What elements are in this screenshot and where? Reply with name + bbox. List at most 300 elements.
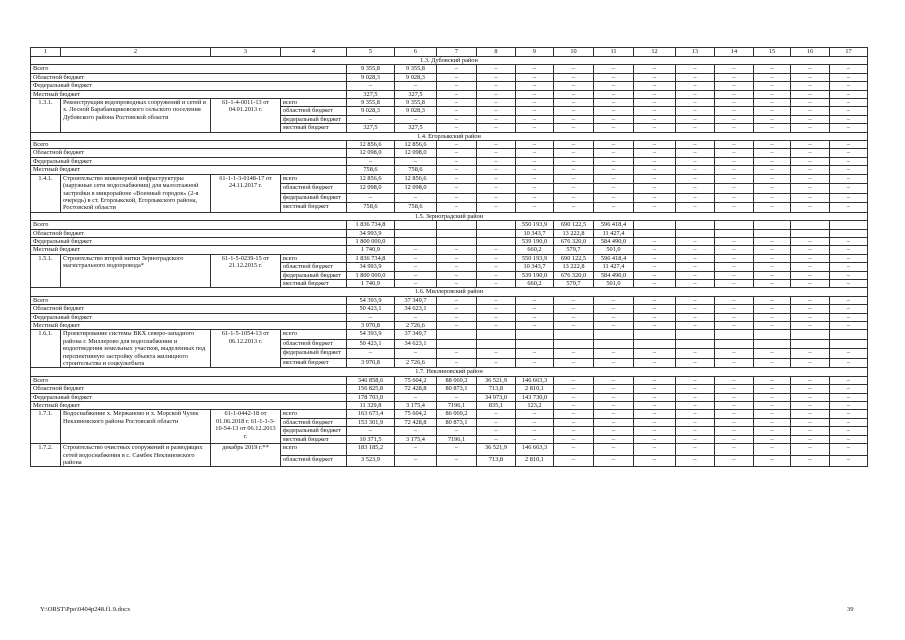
total-value: 72 428,8 — [395, 385, 437, 393]
item-value: – — [634, 349, 676, 359]
total-value: 713,8 — [477, 385, 516, 393]
item-value: – — [676, 203, 715, 213]
item-value: 327,5 — [347, 124, 395, 132]
total-value: 54 393,9 — [347, 296, 395, 304]
section-title: 1.5. Зерноградский район — [31, 212, 868, 220]
funding-source-label: местный бюджет — [281, 124, 347, 132]
item-value: – — [477, 107, 516, 115]
funding-source-label: местный бюджет — [281, 279, 347, 287]
total-value — [395, 221, 437, 229]
item-value: – — [437, 184, 477, 194]
total-value: 9 355,8 — [347, 65, 395, 73]
item-value: – — [554, 174, 594, 184]
funding-source-label: местный бюджет — [281, 435, 347, 443]
total-value: – — [634, 402, 676, 410]
total-label: Федеральный бюджет — [31, 393, 347, 401]
item-name: Проектирование системы ВКХ северо-западного района г. Миллерово для водоснабжения и водоотведения земельных участков, выделенных под перспективную застройку объекта жилищного строительства и соцкультбыта — [61, 330, 211, 368]
item-value — [830, 330, 868, 340]
item-value: – — [676, 254, 715, 262]
item-value: – — [676, 455, 715, 467]
item-value: – — [516, 418, 554, 426]
item-value: – — [791, 427, 830, 435]
item-value — [830, 339, 868, 349]
total-value: 156 825,8 — [347, 385, 395, 393]
total-value: – — [791, 296, 830, 304]
total-value: – — [477, 65, 516, 73]
item-value: – — [594, 418, 634, 426]
item-value: – — [676, 115, 715, 123]
item-value: – — [554, 455, 594, 467]
total-value: – — [754, 90, 791, 98]
column-number-header: 9 — [516, 48, 554, 57]
item-value: – — [554, 107, 594, 115]
total-value: – — [754, 305, 791, 313]
section-total-row — [31, 221, 868, 229]
item-value: – — [395, 271, 437, 279]
item-value: – — [554, 184, 594, 194]
item-value: – — [676, 124, 715, 132]
funding-source-label: федеральный бюджет — [281, 193, 347, 203]
total-value: – — [791, 313, 830, 321]
section-total-row — [31, 229, 868, 237]
total-value: – — [395, 246, 437, 254]
item-value: – — [554, 418, 594, 426]
item-value: – — [437, 427, 477, 435]
item-value: – — [554, 358, 594, 368]
section-total-row — [31, 166, 868, 174]
item-value: 1 800 000,0 — [347, 271, 395, 279]
item-value: – — [754, 107, 791, 115]
item-value: – — [437, 263, 477, 271]
total-value: – — [594, 157, 634, 165]
item-value: – — [791, 358, 830, 368]
item-value: 163 673,4 — [347, 410, 395, 418]
total-value: – — [634, 166, 676, 174]
total-value: – — [715, 73, 754, 81]
total-value: – — [830, 237, 868, 245]
item-value: – — [516, 184, 554, 194]
total-value: 75 604,2 — [395, 376, 437, 384]
item-value: – — [634, 418, 676, 426]
item-code: 61-1-5-0239-15 от 21.12.2015 г. — [211, 254, 281, 288]
item-value — [477, 339, 516, 349]
total-value: 50 423,1 — [347, 305, 395, 313]
total-value: – — [715, 157, 754, 165]
total-value: – — [437, 65, 477, 73]
total-value: – — [516, 90, 554, 98]
total-label: Местный бюджет — [31, 166, 347, 174]
item-name: Строительство инженерной инфраструктуры (наружные сети водоснабжения) для малоэтажной застройки в микрорайоне «Военный городок» (2-я очередь) в ст. Егорлыкской, Егорлыкского района, Ростовской области — [61, 174, 211, 212]
section-total-row — [31, 90, 868, 98]
total-value: – — [437, 141, 477, 149]
item-value: – — [516, 115, 554, 123]
total-value: – — [715, 141, 754, 149]
total-value: – — [554, 82, 594, 90]
section-title-row — [31, 132, 868, 140]
total-value: – — [516, 82, 554, 90]
item-value: 9 355,8 — [395, 99, 437, 107]
item-value: – — [516, 124, 554, 132]
item-value: – — [715, 271, 754, 279]
total-value: 12 098,0 — [395, 149, 437, 157]
total-value: – — [516, 149, 554, 157]
total-value — [477, 229, 516, 237]
total-value: – — [830, 385, 868, 393]
item-value: 86 069,2 — [437, 410, 477, 418]
funding-source-label: областной бюджет — [281, 107, 347, 115]
total-value — [437, 237, 477, 245]
item-value: – — [830, 427, 868, 435]
item-code: декабрь 2019 г.** — [211, 444, 281, 467]
item-value: – — [715, 124, 754, 132]
item-value: – — [754, 271, 791, 279]
item-value: – — [477, 435, 516, 443]
item-value: 690 122,5 — [554, 254, 594, 262]
total-value: – — [634, 237, 676, 245]
item-value: – — [634, 184, 676, 194]
item-value: – — [554, 124, 594, 132]
item-value: – — [830, 435, 868, 443]
item-value: – — [516, 435, 554, 443]
item-value: – — [395, 349, 437, 359]
total-value: – — [477, 322, 516, 330]
total-value: 1 800 000,0 — [347, 237, 395, 245]
total-value: – — [676, 237, 715, 245]
column-number-header: 1 — [31, 48, 61, 57]
funding-source-label: всего — [281, 254, 347, 262]
total-value: 34 993,9 — [347, 229, 395, 237]
item-row — [31, 254, 868, 262]
item-value: – — [594, 455, 634, 467]
total-value: – — [395, 313, 437, 321]
item-value: – — [347, 349, 395, 359]
total-value — [395, 237, 437, 245]
total-value: – — [791, 393, 830, 401]
total-value: – — [676, 376, 715, 384]
item-value: 2 726,6 — [395, 358, 437, 368]
total-value: 596 418,4 — [594, 221, 634, 229]
total-value: – — [634, 385, 676, 393]
item-value: – — [791, 203, 830, 213]
total-value: 2 810,1 — [516, 385, 554, 393]
item-value: – — [676, 193, 715, 203]
total-value: 146 663,3 — [516, 376, 554, 384]
item-value: 550 193,9 — [516, 254, 554, 262]
total-value: – — [437, 157, 477, 165]
total-value: – — [634, 73, 676, 81]
total-label: Областной бюджет — [31, 385, 347, 393]
item-value: – — [554, 99, 594, 107]
item-value: – — [437, 193, 477, 203]
item-value: – — [830, 271, 868, 279]
total-value — [437, 221, 477, 229]
column-number-header: 11 — [594, 48, 634, 57]
budget-table — [30, 47, 868, 467]
item-value — [594, 330, 634, 340]
item-value: – — [516, 358, 554, 368]
item-value: – — [791, 124, 830, 132]
total-value: – — [554, 149, 594, 157]
total-value — [754, 221, 791, 229]
item-value: – — [437, 124, 477, 132]
total-value: – — [676, 385, 715, 393]
total-value: – — [634, 393, 676, 401]
total-value: 12 856,6 — [347, 141, 395, 149]
column-number-header: 16 — [791, 48, 830, 57]
item-value: – — [437, 203, 477, 213]
total-value: – — [477, 166, 516, 174]
section-total-row — [31, 73, 868, 81]
total-value: – — [437, 393, 477, 401]
item-value: 11 427,4 — [594, 263, 634, 271]
total-value: 12 856,6 — [395, 141, 437, 149]
item-row — [31, 99, 868, 107]
item-value: – — [791, 410, 830, 418]
total-value: 9 028,3 — [347, 73, 395, 81]
item-value: – — [594, 203, 634, 213]
total-value: – — [715, 166, 754, 174]
total-value: – — [594, 166, 634, 174]
total-value: – — [634, 149, 676, 157]
item-value: – — [437, 349, 477, 359]
column-number-header: 2 — [61, 48, 211, 57]
total-value: – — [437, 296, 477, 304]
total-value: – — [477, 141, 516, 149]
item-value: – — [715, 358, 754, 368]
item-value: – — [516, 193, 554, 203]
item-value: – — [791, 349, 830, 359]
item-value: – — [594, 107, 634, 115]
item-value: – — [715, 115, 754, 123]
total-value: – — [715, 65, 754, 73]
total-value: 10 343,7 — [516, 229, 554, 237]
funding-source-label: областной бюджет — [281, 418, 347, 426]
item-value: 37 349,7 — [395, 330, 437, 340]
total-value: 327,5 — [395, 90, 437, 98]
item-value: – — [715, 107, 754, 115]
total-value: – — [676, 149, 715, 157]
total-label: Федеральный бюджет — [31, 157, 347, 165]
item-value: – — [347, 115, 395, 123]
item-value: 183 185,2 — [347, 444, 395, 456]
item-value: – — [634, 174, 676, 184]
total-value: – — [594, 149, 634, 157]
item-value — [754, 339, 791, 349]
section-title: 1.7. Неклиновский район — [31, 368, 868, 376]
item-value: 3 523,9 — [347, 455, 395, 467]
total-value: – — [437, 166, 477, 174]
item-value: 75 604,2 — [395, 410, 437, 418]
total-value: – — [554, 296, 594, 304]
item-value: 1 836 734,8 — [347, 254, 395, 262]
funding-source-label: всего — [281, 174, 347, 184]
item-value: 9 028,3 — [347, 107, 395, 115]
item-value: 12 856,6 — [347, 174, 395, 184]
item-value: – — [754, 444, 791, 456]
total-value: – — [791, 166, 830, 174]
item-value: 54 393,9 — [347, 330, 395, 340]
item-value: – — [676, 349, 715, 359]
funding-source-label: областной бюджет — [281, 339, 347, 349]
item-value: – — [830, 174, 868, 184]
item-name: Водоснабжение х. Мержаново и х. Морской Чулек Неклиновского района Ростовской области — [61, 410, 211, 444]
item-value: – — [791, 115, 830, 123]
item-value: – — [477, 124, 516, 132]
item-value: – — [554, 115, 594, 123]
item-value: 9 355,8 — [347, 99, 395, 107]
total-value: – — [676, 141, 715, 149]
total-value: – — [594, 90, 634, 98]
item-code: 61-1-4-0011-13 от 04.01.2013 г. — [211, 99, 281, 133]
item-value: – — [715, 254, 754, 262]
total-value: – — [477, 296, 516, 304]
item-value: – — [830, 444, 868, 456]
total-value: – — [791, 65, 830, 73]
item-value — [594, 339, 634, 349]
item-value: – — [676, 184, 715, 194]
total-value: 327,5 — [347, 90, 395, 98]
total-value: – — [634, 141, 676, 149]
item-value — [554, 339, 594, 349]
total-label: Областной бюджет — [31, 73, 347, 81]
item-value: – — [676, 107, 715, 115]
item-value: – — [395, 254, 437, 262]
item-value: – — [791, 435, 830, 443]
item-value: – — [791, 444, 830, 456]
total-value — [830, 221, 868, 229]
total-value: – — [830, 246, 868, 254]
item-value: – — [791, 99, 830, 107]
total-value — [437, 229, 477, 237]
item-value: – — [594, 124, 634, 132]
item-number: 1.5.1. — [31, 254, 61, 288]
total-value: 1 740,9 — [347, 246, 395, 254]
total-value: – — [554, 157, 594, 165]
total-value: – — [754, 402, 791, 410]
item-value: – — [830, 99, 868, 107]
item-value — [634, 330, 676, 340]
item-value: – — [634, 271, 676, 279]
item-value: – — [676, 444, 715, 456]
total-value: – — [554, 141, 594, 149]
total-value: 501,0 — [594, 246, 634, 254]
total-value: – — [634, 296, 676, 304]
section-total-row — [31, 376, 868, 384]
item-value: – — [477, 263, 516, 271]
total-value: 690 122,5 — [554, 221, 594, 229]
item-value — [437, 339, 477, 349]
item-value: – — [347, 427, 395, 435]
item-value: 34 993,9 — [347, 263, 395, 271]
total-value: 178 703,0 — [347, 393, 395, 401]
total-value — [395, 229, 437, 237]
total-value: – — [715, 376, 754, 384]
total-value: – — [554, 402, 594, 410]
item-number: 1.3.1. — [31, 99, 61, 133]
total-value: – — [754, 166, 791, 174]
item-row — [31, 330, 868, 340]
item-value: – — [676, 99, 715, 107]
item-value: – — [347, 193, 395, 203]
total-value: – — [830, 157, 868, 165]
item-value: – — [676, 271, 715, 279]
total-value: – — [676, 296, 715, 304]
total-value: – — [754, 296, 791, 304]
total-value: – — [554, 90, 594, 98]
item-value: – — [477, 418, 516, 426]
item-value: – — [477, 427, 516, 435]
total-value: – — [634, 305, 676, 313]
item-value: 146 663,3 — [516, 444, 554, 456]
item-value: – — [477, 254, 516, 262]
item-value — [516, 330, 554, 340]
column-number-header: 13 — [676, 48, 715, 57]
item-value: – — [516, 107, 554, 115]
total-label: Местный бюджет — [31, 246, 347, 254]
funding-source-label: местный бюджет — [281, 203, 347, 213]
item-value: – — [754, 435, 791, 443]
total-value: – — [715, 385, 754, 393]
item-value: – — [594, 444, 634, 456]
total-label: Областной бюджет — [31, 149, 347, 157]
item-value — [477, 330, 516, 340]
section-title-row — [31, 57, 868, 65]
item-value: – — [754, 115, 791, 123]
total-value: – — [634, 246, 676, 254]
total-value: 11 427,4 — [594, 229, 634, 237]
item-value: – — [516, 174, 554, 184]
item-value: – — [830, 254, 868, 262]
total-value: 579,7 — [554, 246, 594, 254]
item-value: – — [791, 279, 830, 287]
total-label: Местный бюджет — [31, 322, 347, 330]
item-value: – — [437, 444, 477, 456]
item-value: – — [634, 124, 676, 132]
item-value: – — [754, 174, 791, 184]
total-value: – — [516, 65, 554, 73]
section-title: 1.4. Егорлыкский район — [31, 132, 868, 140]
item-value: – — [676, 427, 715, 435]
item-name: Строительство очистных сооружений и разводящих сетей водоснабжения в с. Самбек Неклиновского района — [61, 444, 211, 467]
section-total-row — [31, 246, 868, 254]
total-value: – — [754, 393, 791, 401]
funding-source-label: областной бюджет — [281, 184, 347, 194]
item-value: – — [754, 418, 791, 426]
total-value — [477, 237, 516, 245]
total-value: – — [347, 157, 395, 165]
item-value: 584 490,0 — [594, 271, 634, 279]
item-code: 61-1-1-3-0148-17 от 24.11.2017 г. — [211, 174, 281, 212]
column-number-header: 12 — [634, 48, 676, 57]
item-value: – — [634, 254, 676, 262]
section-total-row — [31, 305, 868, 313]
total-value: 7196,1 — [437, 402, 477, 410]
total-value: – — [754, 313, 791, 321]
total-value: – — [437, 90, 477, 98]
item-value: – — [634, 444, 676, 456]
item-value: – — [715, 99, 754, 107]
item-value: 34 623,1 — [395, 339, 437, 349]
total-value: – — [594, 313, 634, 321]
total-value: – — [791, 237, 830, 245]
item-value: – — [634, 410, 676, 418]
total-value: – — [715, 237, 754, 245]
total-value: 758,6 — [347, 166, 395, 174]
total-value: – — [830, 402, 868, 410]
item-value: – — [437, 455, 477, 467]
total-value: – — [477, 246, 516, 254]
item-value: 579,7 — [554, 279, 594, 287]
